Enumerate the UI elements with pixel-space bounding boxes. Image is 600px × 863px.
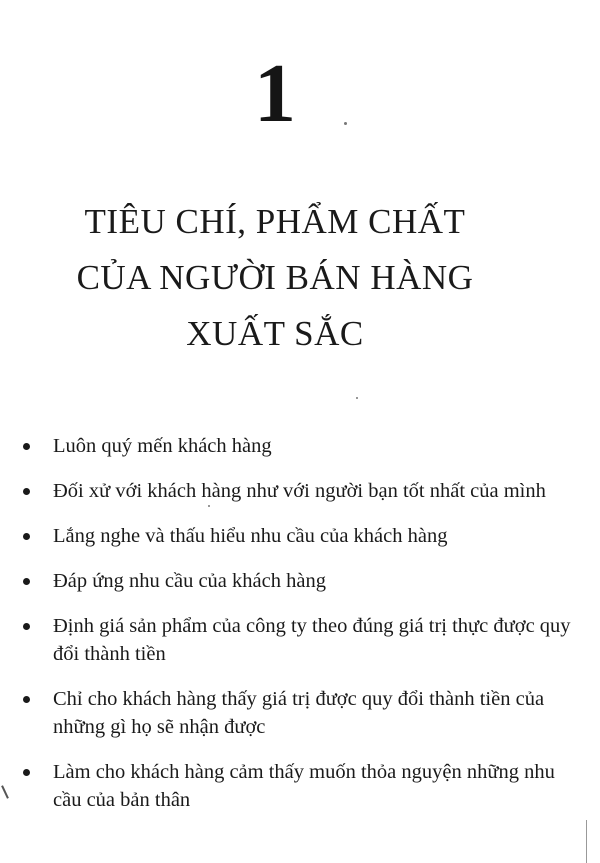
page-speck [356,397,358,399]
criteria-item-text: Đáp ứng nhu cầu của khách hàng [53,570,326,592]
scan-edge-mark [1,785,9,799]
criteria-item-text: Làm cho khách hàng cảm thấy muốn thỏa nguyện những nhu cầu của bản thân [53,761,555,811]
bullet-icon [23,623,30,630]
bullet-icon [23,488,30,495]
criteria-item-text: Định giá sản phẩm của công ty theo đúng giá trị thực được quy đổi thành tiền [53,615,571,665]
bullet-icon [23,696,30,703]
bullet-icon [23,533,30,540]
criteria-item-text: Luôn quý mến khách hàng [53,435,272,457]
scan-edge-mark [586,820,587,863]
bullet-icon [23,443,30,450]
criteria-item [23,567,583,595]
criteria-item [23,477,583,505]
chapter-title-line-2: CỦA NGƯỜI BÁN HÀNG [76,258,474,297]
bullet-icon [23,769,30,776]
bullet-icon [23,578,30,585]
criteria-item [23,522,583,550]
criteria-item-text: Lắng nghe và thấu hiểu nhu cầu của khách hàng [53,525,448,547]
chapter-title [0,194,550,362]
chapter-number: 1 [254,47,296,140]
criteria-item-text: Chỉ cho khách hàng thấy giá trị được quy đổi thành tiền của những gì họ sẽ nhận được [53,688,545,738]
criteria-list [23,432,583,831]
page-speck [344,122,347,125]
criteria-item [23,685,583,741]
criteria-item-text: Đối xử với khách hàng như với người bạn tốt nhất của mình [53,480,546,502]
chapter-title-line-3: XUẤT SẮC [186,314,364,353]
chapter-title-line-1: TIÊU CHÍ, PHẨM CHẤT [84,202,466,241]
criteria-item [23,432,583,460]
criteria-item [23,612,583,668]
criteria-item [23,758,583,814]
